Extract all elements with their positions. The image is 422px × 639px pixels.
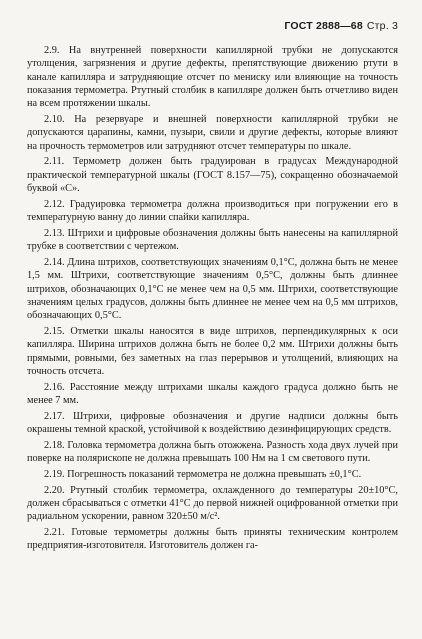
clause-text: Штрихи, цифровые обозначения и другие надписи должны быть окрашены темной краской, устойчивой к воздействию дезинфицирующих средств. (27, 410, 398, 436)
clause-text: Длина штрихов, соответствующих значениям 0,1°C, должна быть не менее 1,5 мм. Штрихи, соответствующие значениям 0,5°C, должны быть длиннее штрихов, обозначающих 0,1°C не менее чем на 0,5 мм. Штрихи, соответствующие значениям целых градусов, должны быть длиннее не менее чем на 0,5 мм штрихов, обозначающих 0,5°C. (27, 256, 398, 322)
page-number: Стр. 3 (366, 20, 398, 32)
body-text (27, 44, 398, 553)
clause-text: Термометр должен быть градуирован в градусах Международной практической температурной шкалы (ГОСТ 8.157—75), сокращенно обозначаемой буквой «С». (27, 156, 399, 194)
clause-paragraph (27, 410, 398, 437)
clause-number: 2.9. (44, 45, 60, 56)
clause-paragraph (27, 227, 398, 254)
clause-text: Отметки шкалы наносятся в виде штрихов, перпендикулярных к оси капилляра. Ширина штрихов должна быть не более 0,2 мм. Штрихи должны быть прямыми, ровными, без заметных на глаз перерывов и утолщений, влияющих на точность отсчета. (27, 325, 398, 377)
clause-paragraph (27, 113, 398, 153)
clause-text: Штрихи и цифровые обозначения должны быть нанесены на капиллярной трубке в соответствии с чертежом. (27, 227, 398, 253)
clause-number: 2.17. (44, 410, 65, 422)
clause-paragraph (27, 198, 398, 225)
clause-number: 2.16. (44, 381, 65, 393)
clause-text: Погрешность показаний термометра не должна превышать ±0,1°C. (67, 468, 362, 480)
clause-number: 2.14. (44, 256, 65, 268)
clause-number: 2.12. (44, 198, 65, 210)
clause-number: 2.21. (44, 527, 65, 539)
standard-number: ГОСТ 2888—68 (284, 20, 363, 32)
clause-number: 2.15. (44, 325, 65, 337)
clause-paragraph (27, 325, 398, 378)
clause-number: 2.13. (44, 227, 65, 239)
clause-text: На резервуаре и внешней поверхности капиллярной трубки не допускаются царапины, камни, пузыри, свили и другие дефекты, которые влияют на прочность термометров или затрудняют отсчет температуры по шкале. (27, 113, 398, 152)
clause-number: 2.20. (44, 484, 65, 496)
clause-text: Ртутный столбик термометра, охлажденного до температуры 20±10°C, должен сбрасываться с отметки 41°C до первой нижней оцифрованной отметки при радиальном ускорении, равном 320±50 м/с². (27, 484, 398, 523)
clause-paragraph (27, 468, 398, 481)
clause-paragraph (27, 381, 398, 408)
clause-paragraph (27, 155, 398, 195)
clause-paragraph (27, 484, 398, 524)
clause-text: На внутренней поверхности капиллярной трубки не допускаются утолщения, загрязнения и другие дефекты, препятствующие движению ртути в канале капилляра и затрудняющие отсчет по мениску или влияющие на точность показания термометра. Ртутный столбик в капилляре должен быть отчетливо виден на всем протяжении шкалы. (27, 45, 398, 110)
clause-paragraph (27, 44, 398, 110)
clause-text: Головка термометра должна быть отожжена. Разность хода двух лучей при поверке на полярископе не должна превышать 100 Нм на 1 см светового пути. (27, 439, 398, 465)
clause-paragraph (27, 526, 398, 553)
clause-number: 2.10. (44, 113, 65, 125)
page-header (27, 20, 398, 36)
clause-paragraph (27, 439, 398, 466)
clause-text: Градуировка термометра должна производиться при погружении его в температурную ванну до линии спайки капилляра. (27, 198, 398, 224)
clause-text: Готовые термометры должны быть приняты техническим контролем предприятия-изготовителя. Изготовитель должен га- (27, 527, 399, 552)
clause-text: Расстояние между штрихами шкалы каждого градуса должно быть не менее 7 мм. (27, 381, 398, 406)
clause-paragraph (27, 256, 398, 322)
clause-number: 2.11. (44, 156, 65, 168)
clause-number: 2.18. (44, 439, 65, 451)
clause-number: 2.19. (44, 468, 65, 480)
